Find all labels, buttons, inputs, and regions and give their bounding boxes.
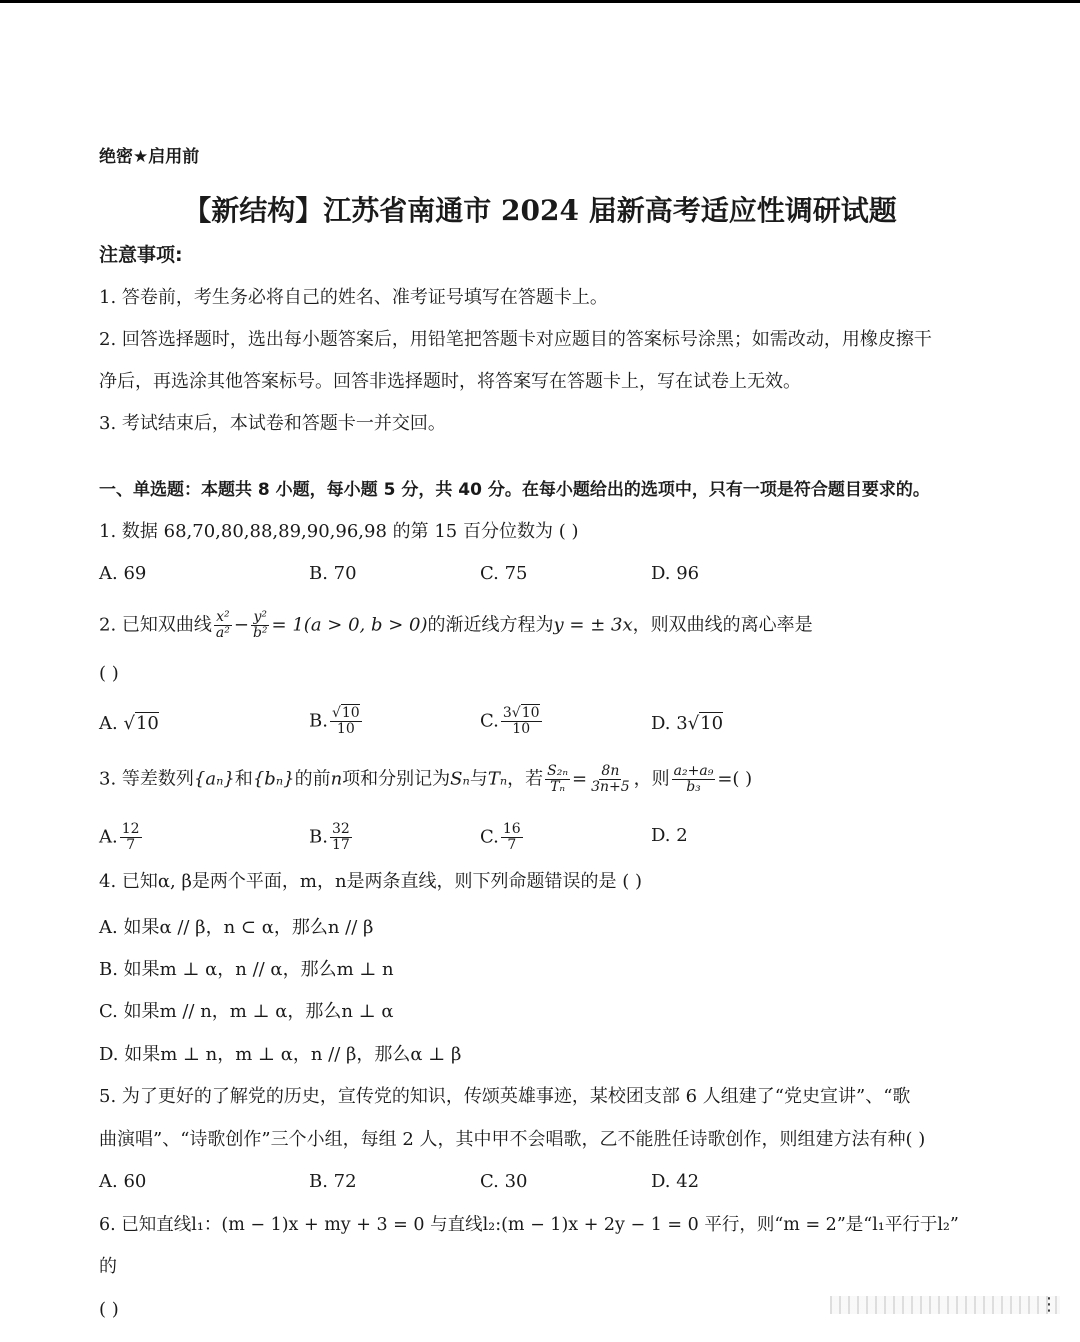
q3-option-b-num: 32 bbox=[331, 821, 350, 837]
q3-tn: Tₙ bbox=[487, 768, 508, 790]
q2-option-c-num-value: 10 bbox=[521, 705, 540, 721]
q2-option-c bbox=[480, 706, 544, 737]
page-title: 【新结构】江苏省南通市 2024 届新高考适应性调研试题 bbox=[183, 194, 897, 227]
q2-stem-prefix: 2. 已知双曲线 bbox=[99, 614, 212, 636]
q3-prefix: 3. 等差数列 bbox=[99, 768, 194, 790]
q2-stem-text2: ，则双曲线的离心率是 bbox=[632, 614, 813, 636]
q3-option-a-num: 12 bbox=[121, 821, 140, 837]
q5-option-a: A. 60 bbox=[99, 1171, 147, 1192]
q1-option-c: C. 75 bbox=[480, 563, 528, 584]
notice-heading: 注意事项: bbox=[99, 244, 183, 266]
q4-option-c: C. 如果m // n，m ⊥ α，那么n ⊥ α bbox=[99, 1001, 394, 1022]
q3-option-c-label: C. bbox=[480, 826, 499, 848]
scroll-handle-icon[interactable]: ⋮ bbox=[1040, 1294, 1058, 1315]
q4-option-a: A. 如果α // β，n ⊂ α，那么n // β bbox=[99, 917, 374, 938]
q3-mid2: 项和分别记为 bbox=[342, 768, 451, 790]
q2-option-d-label: D. 3 bbox=[651, 713, 688, 734]
q5-option-b: B. 72 bbox=[309, 1171, 357, 1192]
q2-option-b bbox=[309, 706, 364, 737]
q2-option-b-num-value: 10 bbox=[341, 705, 360, 721]
q1-option-b: B. 70 bbox=[309, 563, 357, 584]
notice-2-cont: 净后，再选涂其他答案标号。回答非选择题时，将答案写在答题卡上，写在试卷上无效。 bbox=[99, 371, 801, 392]
q2-option-b-num: √10 bbox=[331, 705, 360, 721]
q4-stem: 4. 已知α, β是两个平面，m，n是两条直线，则下列命题错误的是 ( ) bbox=[99, 871, 643, 892]
q2-option-d-value: 10 bbox=[700, 713, 724, 734]
q6-stem-line1: 6. 已知直线l₁：(m − 1)x + my + 3 = 0 与直线l₂:(m − 1)x + 2y − 1 = 0 平行，则“m = 2”是“l₁平行于l₂” bbox=[99, 1215, 959, 1235]
q6-stem-line2: 的 bbox=[99, 1256, 117, 1277]
q5-option-c: C. 30 bbox=[480, 1171, 528, 1192]
q3-tail: =( ) bbox=[717, 768, 753, 790]
q1-option-d: D. 96 bbox=[651, 563, 700, 584]
q2-option-a-value: 10 bbox=[135, 713, 159, 734]
q2-asymptote: y = ± 3x bbox=[553, 614, 633, 636]
q3-option-c-den: 7 bbox=[507, 837, 517, 853]
q2-option-c-den: 10 bbox=[512, 721, 531, 737]
q2-minus: − bbox=[233, 614, 249, 636]
q3-frac-a-over-b bbox=[672, 764, 716, 795]
q3-frac2-den: 3n+5 bbox=[591, 779, 630, 795]
q3-option-c-num: 16 bbox=[502, 821, 521, 837]
horizontal-scrollbar[interactable] bbox=[830, 1296, 1060, 1314]
q2-frac-x bbox=[214, 610, 232, 641]
notice-2: 2. 回答选择题时，选出每小题答案后，用铅笔把答题卡对应题目的答案标号涂黑；如需改动，用橡皮擦干 bbox=[99, 329, 932, 350]
q2-frac-y-num: y² bbox=[253, 609, 268, 625]
q2-equation-tail: = 1(a > 0, b > 0) bbox=[271, 614, 428, 636]
q3-eq: = bbox=[572, 768, 588, 790]
q3-option-c-frac bbox=[501, 822, 523, 853]
q5-stem-line1: 5. 为了更好的了解党的历史，宣传党的知识，传颂英雄事迹，某校团支部 6 人组建了“党史宣讲”、“歌 bbox=[99, 1086, 911, 1107]
q3-frac-s-over-t bbox=[545, 764, 570, 795]
q5-option-d: D. 42 bbox=[651, 1171, 700, 1192]
q3-frac3-den: b₃ bbox=[686, 779, 701, 795]
q2-frac-x-num: x² bbox=[216, 609, 230, 625]
q6-paren: ( ) bbox=[99, 1299, 119, 1320]
q3-if: ，若 bbox=[507, 768, 544, 790]
q3-frac-8n bbox=[589, 764, 632, 795]
notice-1: 1. 答卷前，考生务必将自己的姓名、准考证号填写在答题卡上。 bbox=[99, 287, 608, 308]
q1-stem: 1. 数据 68,70,80,88,89,90,96,98 的第 15 百分位数为 ( ) bbox=[99, 521, 579, 542]
q3-option-b bbox=[309, 822, 354, 853]
q2-option-a: A. √10 bbox=[99, 713, 159, 734]
q3-frac1-den: Tₙ bbox=[550, 779, 566, 795]
q3-seq-a: {aₙ} bbox=[193, 768, 235, 790]
q2-option-c-label: C. bbox=[480, 710, 499, 732]
notice-3: 3. 考试结束后，本试卷和答题卡一并交回。 bbox=[99, 413, 446, 434]
q3-sn: Sₙ bbox=[450, 768, 470, 790]
q1-option-a: A. 69 bbox=[99, 563, 147, 584]
q2-stem-text1: 的渐近线方程为 bbox=[427, 614, 554, 636]
q3-frac2-num: 8n bbox=[601, 763, 620, 779]
q3-option-b-den: 17 bbox=[331, 837, 350, 853]
q3-mid1: 的前 bbox=[294, 768, 331, 790]
q2-option-c-num: 3√10 bbox=[502, 705, 540, 721]
q3-then: ，则 bbox=[633, 768, 670, 790]
q2-paren: ( ) bbox=[99, 663, 119, 684]
q2-option-b-label: B. bbox=[309, 710, 328, 732]
q3-option-a bbox=[99, 822, 144, 853]
q3-option-b-label: B. bbox=[309, 826, 328, 848]
q3-option-a-label: A. bbox=[99, 826, 118, 848]
q3-stem bbox=[99, 764, 752, 795]
q3-option-d: D. 2 bbox=[651, 825, 688, 846]
section-heading: 一、单选题：本题共 8 小题，每小题 5 分，共 40 分。在每小题给出的选项中，只有一项是符合题目要求的。 bbox=[99, 480, 930, 500]
q2-option-a-label: A. bbox=[99, 713, 118, 734]
q2-frac-y-den: b² bbox=[252, 625, 268, 641]
q2-frac-x-den: a² bbox=[215, 625, 230, 641]
q3-option-a-frac bbox=[120, 822, 142, 853]
q3-frac1-num: S₂ₙ bbox=[547, 763, 569, 779]
q3-option-b-frac bbox=[330, 822, 352, 853]
q3-with: 与 bbox=[469, 768, 488, 790]
q3-and: 和 bbox=[234, 768, 253, 790]
q3-seq-b: {bₙ} bbox=[252, 768, 295, 790]
q2-option-c-coef: 3 bbox=[502, 705, 512, 721]
q3-n: n bbox=[330, 768, 343, 790]
q3-option-c bbox=[480, 822, 525, 853]
secret-mark: 绝密★启用前 bbox=[99, 147, 200, 167]
q4-option-b: B. 如果m ⊥ α，n // α，那么m ⊥ n bbox=[99, 959, 394, 980]
q4-option-d: D. 如果m ⊥ n，m ⊥ α，n // β，那么α ⊥ β bbox=[99, 1044, 462, 1065]
q2-option-b-frac bbox=[330, 706, 362, 737]
q2-option-d: D. 3√10 bbox=[651, 713, 724, 734]
q2-frac-y bbox=[251, 610, 270, 641]
q2-option-c-frac bbox=[501, 706, 542, 737]
q3-option-a-den: 7 bbox=[126, 837, 136, 853]
q5-stem-line2: 曲演唱”、“诗歌创作”三个小组，每组 2 人，其中甲不会唱歌，乙不能胜任诗歌创作，则组建方法有种( ) bbox=[99, 1129, 926, 1150]
q2-stem bbox=[99, 610, 813, 641]
top-edge-bar bbox=[0, 0, 1080, 3]
q2-option-b-den: 10 bbox=[336, 721, 355, 737]
q3-frac3-num: a₂+a₉ bbox=[673, 763, 714, 779]
